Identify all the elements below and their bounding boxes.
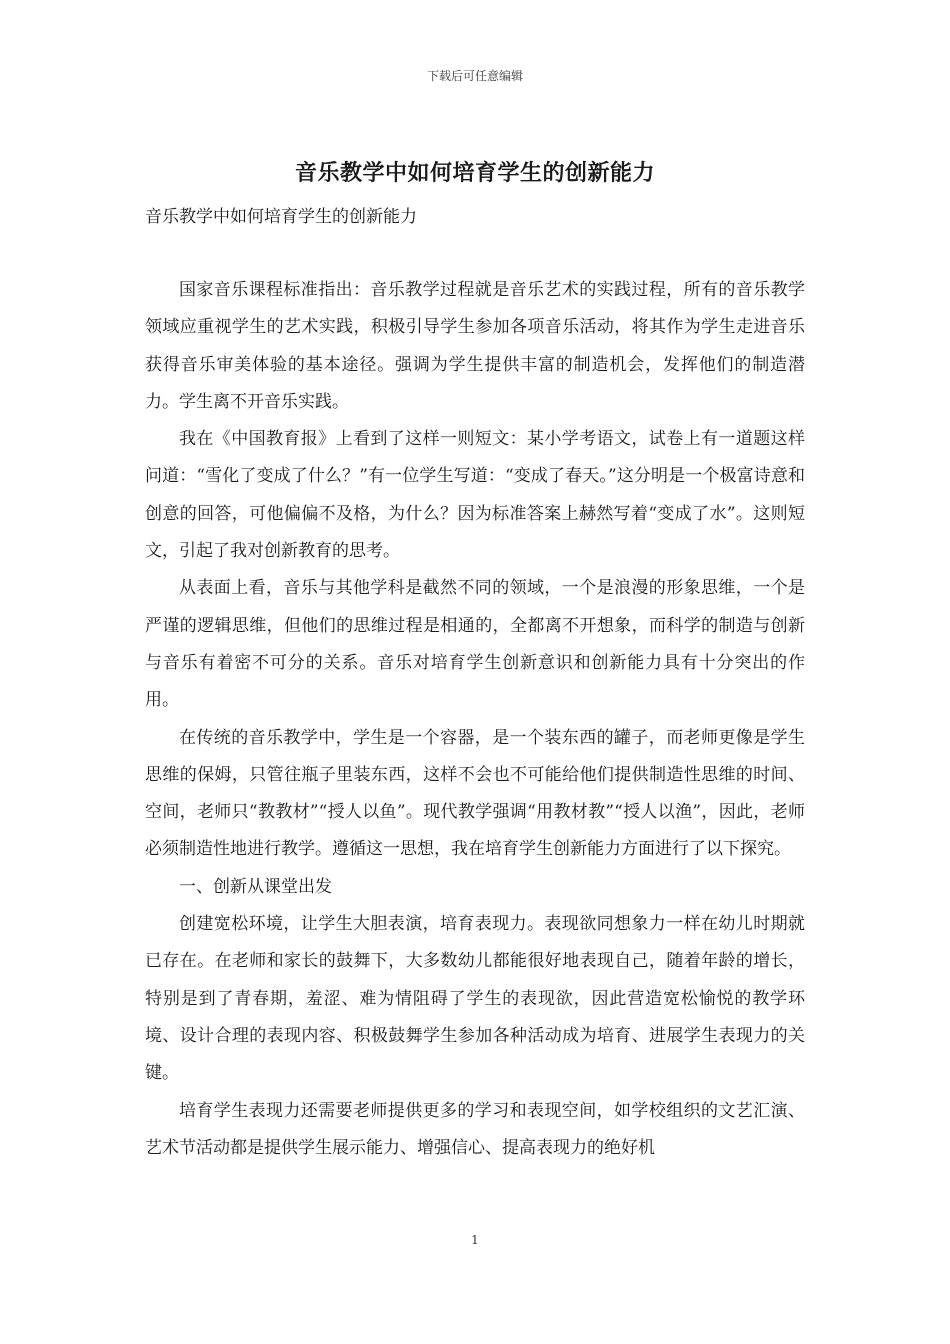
paragraph: 我在《中国教育报》上看到了这样一则短文：某小学考语文，试卷上有一道题这样问道：“雪化了变成了什么？”有一位学生写道：“变成了春天。”这分明是一个极富诗意和创意的回答，可他偏偏不及格，为什么？因为标准答案上赫然写着“变成了水”。这则短文，引起了我对创新教育的思考。: [145, 429, 805, 562]
page-header: 下载后可任意编辑: [426, 69, 523, 83]
paragraph: 在传统的音乐教学中，学生是一个容器，是一个装东西的罐子，而老师更像是学生思维的保姆，只管往瓶子里装东西，这样不会也不可能给他们提供制造性思维的时间、空间，老师只“教教材”“授人以鱼”。现代教学强调“用教材教”“授人以渔”，因此，老师必须制造性地进行教学。遵循这一思想，我在培育学生创新能力方面进行了以下探究。: [145, 727, 805, 860]
paragraph: 从表面上看，音乐与其他学科是截然不同的领域，一个是浪漫的形象思维，一个是严谨的逻辑思维，但他们的思维过程是相通的，全都离不开想象，而科学的制造与创新与音乐有着密不可分的关系。音乐对培育学生创新意识和创新能力具有十分突出的作用。: [145, 578, 805, 711]
paragraph: 国家音乐课程标准指出：音乐教学过程就是音乐艺术的实践过程，所有的音乐教学领域应重视学生的艺术实践，积极引导学生参加各项音乐活动，将其作为学生走进音乐获得音乐审美体验的基本途径。强调为学生提供丰富的制造机会，发挥他们的制造潜力。学生离不开音乐实践。: [145, 280, 805, 412]
document-body: [145, 272, 805, 1167]
document-title: 音乐教学中如何培育学生的创新能力: [294, 160, 655, 186]
section-heading: 一、创新从课堂出发: [179, 876, 332, 897]
document-subtitle: 音乐教学中如何培育学生的创新能力: [145, 207, 417, 227]
paragraph: 创建宽松环境，让学生大胆表演，培育表现力。表现欲同想象力一样在幼儿时期就已存在。在老师和家长的鼓舞下，大多数幼儿都能很好地表现自己，随着年龄的增长，特别是到了青春期，羞涩、难为情阻碍了学生的表现欲，因此营造宽松愉悦的教学环境、设计合理的表现内容、积极鼓舞学生参加各种活动成为培育、进展学生表现力的关键。: [145, 914, 805, 1084]
paragraph: 培育学生表现力还需要老师提供更多的学习和表现空间，如学校组织的文艺汇演、艺术节活动都是提供学生展示能力、增强信心、提高表现力的绝好机: [145, 1100, 805, 1158]
page-number: 1: [471, 1233, 479, 1247]
